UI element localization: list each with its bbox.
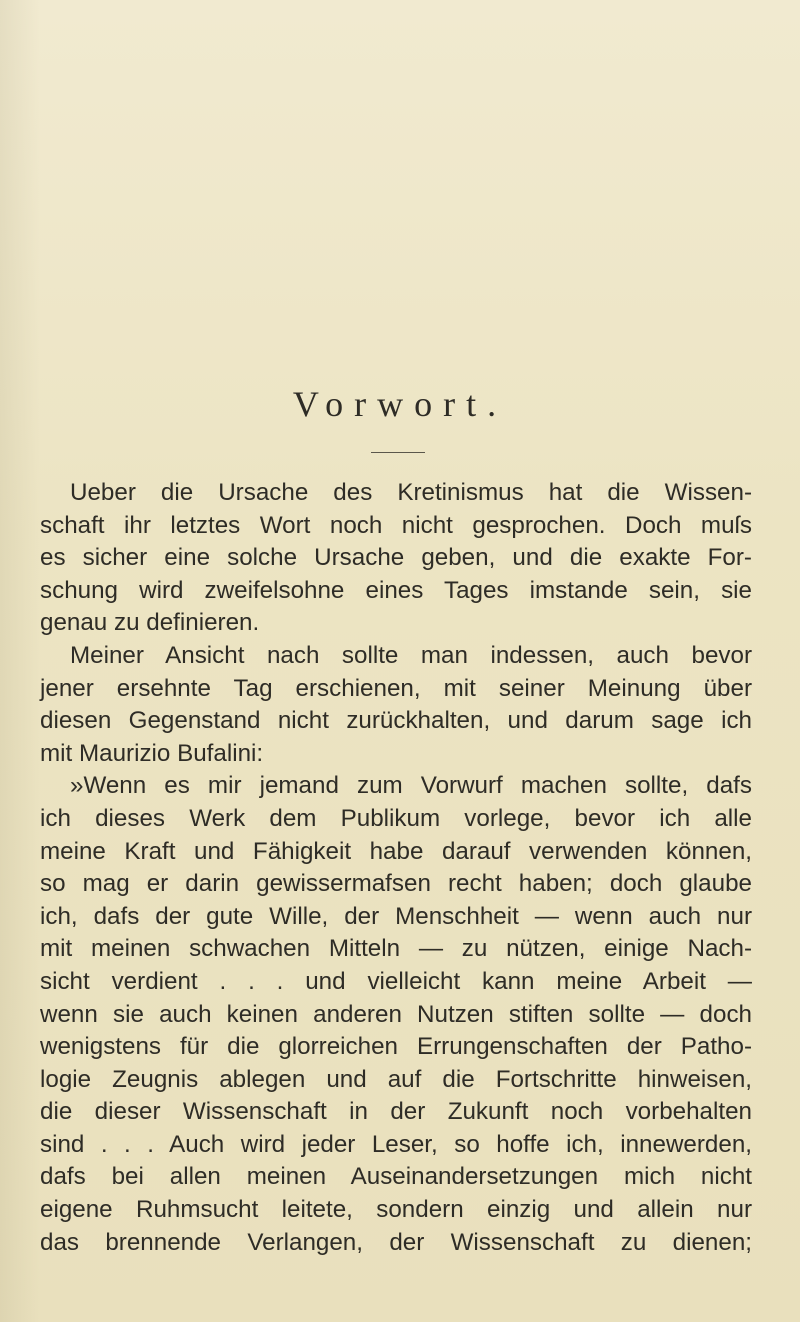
text-line: sind . . . Auch wird jeder Leser, so hoffe ich, innewerden,: [40, 1130, 752, 1158]
text-line: dafs bei allen meinen Auseinandersetzungen mich nicht: [40, 1163, 752, 1191]
body-text: [40, 477, 752, 1259]
text-line: logie Zeugnis ablegen und auf die Fortschritte hinweisen,: [40, 1065, 752, 1093]
page-heading: Vorwort.: [292, 384, 508, 424]
text-line: meine Kraft und Fähigkeit habe darauf verwenden können,: [40, 837, 752, 865]
text-line: wenigstens für die glorreichen Errungenschaften der Patho-: [40, 1033, 752, 1061]
text-line: es sicher eine solche Ursache geben, und die exakte For-: [40, 544, 752, 572]
heading-divider: [371, 452, 425, 453]
text-line: Meiner Ansicht nach sollte man indessen, auch bevor: [70, 641, 752, 669]
text-line: schaft ihr letztes Wort noch nicht gesprochen. Doch muſs: [40, 511, 752, 539]
text-line: die dieser Wissenschaft in der Zukunft noch vorbehalten: [40, 1098, 752, 1126]
text-line: Ueber die Ursache des Kretinismus hat die Wissen-: [70, 479, 752, 506]
text-line: eigene Ruhmsucht leitete, sondern einzig und allein nur: [40, 1196, 752, 1224]
text-line: genau zu definieren.: [40, 609, 260, 637]
text-line: mit meinen schwachen Mitteln — zu nützen, einige Nach-: [40, 935, 752, 963]
text-line: schung wird zweifelsohne eines Tages imstande sein, sie: [40, 576, 752, 604]
text-line: mit Maurizio Bufalini:: [40, 739, 264, 767]
text-line: jener ersehnte Tag erschienen, mit seiner Meinung über: [40, 674, 752, 702]
text-line: »Wenn es mir jemand zum Vorwurf machen sollte, dafs: [70, 772, 752, 800]
text-line: ich, dafs der gute Wille, der Menschheit — wenn auch nur: [40, 902, 752, 930]
text-line: das brennende Verlangen, der Wissenschaft zu dienen;: [40, 1228, 752, 1256]
text-line: ich dieses Werk dem Publikum vorlege, bevor ich alle: [40, 804, 752, 832]
text-line: sicht verdient . . . und vielleicht kann meine Arbeit —: [40, 967, 752, 995]
text-line: so mag er darin gewissermafsen recht haben; doch glaube: [40, 870, 752, 898]
text-line: wenn sie auch keinen anderen Nutzen stiften sollte — doch: [40, 1000, 752, 1028]
text-line: diesen Gegenstand nicht zurückhalten, und darum sage ich: [40, 707, 752, 735]
